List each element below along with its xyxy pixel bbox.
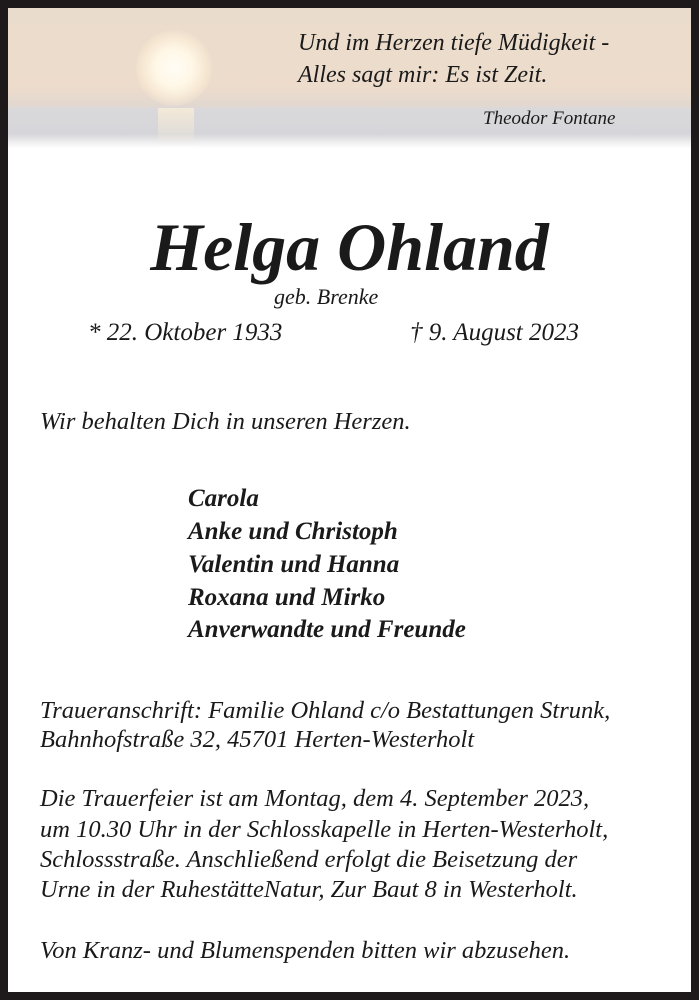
birth-name: geb. Brenke (274, 284, 379, 309)
mourner: Valentin und Hanna (188, 551, 400, 578)
ceremony-line: Die Trauerfeier ist am Montag, dem 4. September 2023, (40, 785, 590, 812)
address-line: Traueranschrift: Familie Ohland c/o Bestattungen Strunk, (40, 697, 611, 724)
donation-note: Von Kranz- und Blumenspenden bitten wir abzusehen. (40, 937, 571, 964)
birth-date: * 22. Oktober 1933 (88, 319, 283, 346)
mourner: Anke und Christoph (188, 518, 398, 545)
mourner: Anverwandte und Freunde (188, 616, 466, 643)
death-date: † 9. August 2023 (410, 319, 579, 346)
quote-line: Und im Herzen tiefe Müdigkeit - (298, 30, 610, 56)
sun-graphic (136, 30, 212, 106)
sun-reflection (158, 108, 194, 148)
address-line: Bahnhofstraße 32, 45701 Herten-Westerholt (40, 726, 475, 753)
obituary-card (8, 8, 691, 992)
quote-author: Theodor Fontane (483, 108, 616, 129)
deceased-name: Helga Ohland (150, 209, 549, 285)
quote-line: Alles sagt mir: Es ist Zeit. (298, 62, 548, 88)
mourner: Carola (188, 485, 259, 512)
mourner: Roxana und Mirko (188, 584, 386, 611)
ceremony-line: um 10.30 Uhr in der Schlosskapelle in Herten-Westerholt, (40, 816, 609, 843)
farewell-message: Wir behalten Dich in unseren Herzen. (40, 408, 411, 435)
ceremony-line: Schlossstraße. Anschließend erfolgt die Beisetzung der (40, 846, 578, 873)
ceremony-line: Urne in der RuhestätteNatur, Zur Baut 8 in Westerholt. (40, 876, 578, 903)
